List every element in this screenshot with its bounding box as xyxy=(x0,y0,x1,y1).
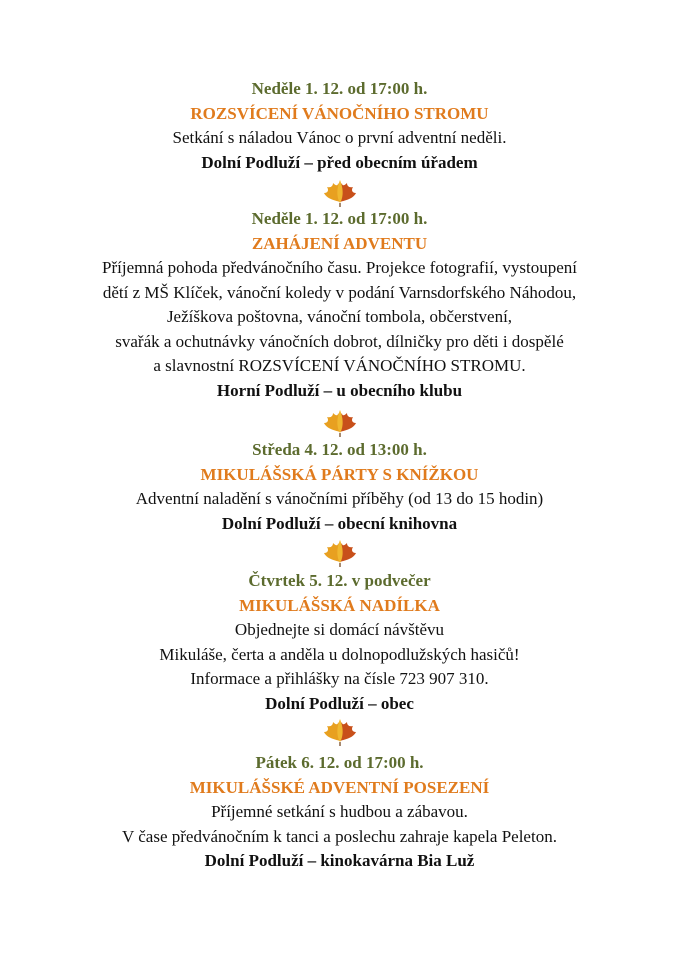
event-title: MIKULÁŠSKÁ PÁRTY S KNÍŽKOU xyxy=(200,464,479,484)
autumn-leaves-icon xyxy=(321,538,359,568)
event-date: Středa 4. 12. od 13:00 h. xyxy=(252,440,427,459)
event-1 xyxy=(0,77,679,175)
event-place: Horní Podluží – u obecního klubu xyxy=(216,380,463,400)
event-description-line: dětí z MŠ Klíček, vánoční koledy v podání Varnsdorfského Náhodou, xyxy=(102,282,577,302)
event-description-line: Mikuláše, čerta a anděla u dolnopodlužských hasičů! xyxy=(159,644,520,664)
event-2 xyxy=(0,207,679,403)
event-place: Dolní Podluží – obecní knihovna xyxy=(221,513,458,533)
event-place: Dolní Podluží – kinokavárna Bia Luž xyxy=(204,851,475,870)
event-description-line: Příjemná pohoda předvánočního času. Projekce fotografií, vystoupení xyxy=(102,258,577,277)
event-description-line: Setkání s náladou Vánoc o první adventní neděli. xyxy=(172,128,507,147)
event-date: Čtvrtek 5. 12. v podvečer xyxy=(248,571,431,590)
event-description-line: Adventní naladění s vánočními příběhy (od 13 do 15 hodin) xyxy=(135,489,544,508)
event-3 xyxy=(0,438,679,536)
event-4 xyxy=(0,569,679,716)
event-date: Neděle 1. 12. od 17:00 h. xyxy=(251,209,428,228)
event-description-line: V čase předvánočním k tanci a poslechu zahraje kapela Peleton. xyxy=(122,826,557,846)
event-title: MIKULÁŠSKÉ ADVENTNÍ POSEZENÍ xyxy=(189,777,490,797)
event-description-line: svařák a ochutnávky vánočních dobrot, dílničky pro děti i dospělé xyxy=(115,331,564,351)
event-date: Pátek 6. 12. od 17:00 h. xyxy=(255,753,424,772)
event-description-line: a slavnostní ROZSVÍCENÍ VÁNOČNÍHO STROMU. xyxy=(153,356,526,375)
event-title: MIKULÁŠSKÁ NADÍLKA xyxy=(239,595,440,615)
event-title: ROZSVÍCENÍ VÁNOČNÍHO STROMU xyxy=(190,103,489,123)
event-5 xyxy=(0,751,679,874)
autumn-leaves-icon xyxy=(321,717,359,747)
event-title: ZAHÁJENÍ ADVENTU xyxy=(251,233,428,253)
event-description-line: Informace a přihlášky na čísle 723 907 310. xyxy=(190,669,489,688)
autumn-leaves-icon xyxy=(321,408,359,438)
event-description-line: Příjemné setkání s hudbou a zábavou. xyxy=(211,802,468,821)
event-description-line: Ježíškova poštovna, vánoční tombola, občerstvení, xyxy=(166,307,513,326)
event-description-line: Objednejte si domácí návštěvu xyxy=(234,620,445,639)
event-place: Dolní Podluží – obec xyxy=(265,693,414,713)
event-place: Dolní Podluží – před obecním úřadem xyxy=(201,152,478,172)
autumn-leaves-icon xyxy=(321,178,359,208)
event-date: Neděle 1. 12. od 17:00 h. xyxy=(251,79,428,98)
